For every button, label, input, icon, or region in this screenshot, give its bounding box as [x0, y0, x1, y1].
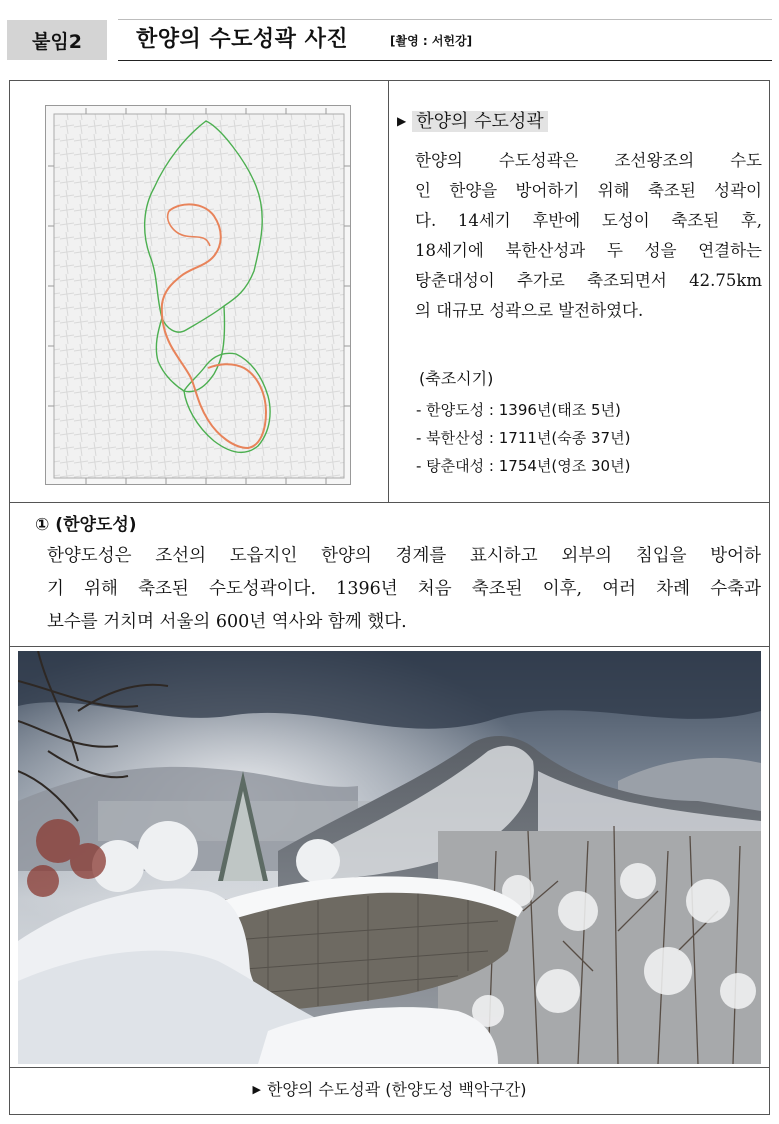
- snowy-fortress-photo-graphic: [18, 651, 761, 1064]
- snowy-fortress-photo: [18, 651, 761, 1064]
- overview-heading: [397, 107, 548, 133]
- text-line: 다. 14세기 후반에 도성이 축조된 후,: [415, 211, 762, 230]
- period-item: - 북한산성 : 1711년(숙종 37년): [416, 429, 631, 447]
- period-label: (축조시기): [419, 369, 494, 388]
- text-line: 보수를 거치며 서울의 600년 역사와 함께 했다.: [47, 612, 407, 632]
- fortress-map-graphic: [46, 106, 351, 485]
- photo-caption: [9, 1070, 770, 1110]
- column-divider: [388, 80, 389, 503]
- text-line: 탕춘대성이 추가로 축조되면서 42.75km: [415, 271, 762, 290]
- row-divider: [9, 1067, 770, 1068]
- row-divider: [9, 502, 770, 503]
- triangle-right-icon: ▶: [397, 114, 407, 128]
- overview-description: [415, 146, 762, 326]
- header-top-rule: [118, 19, 772, 20]
- text-line: 인 한양을 방어하기 위해 축조된 성곽이: [415, 181, 762, 200]
- text-line: 한양의 수도성곽은 조선왕조의 수도: [415, 151, 762, 170]
- triangle-right-icon: ▶: [252, 1083, 261, 1096]
- photo-caption-text: 한양의 수도성곽 (한양도성 백악구간): [266, 1080, 527, 1099]
- section1-heading: ① (한양도성): [35, 515, 137, 535]
- page-title: 한양의 수도성곽 사진: [136, 27, 349, 52]
- period-item: - 한양도성 : 1396년(태조 5년): [416, 401, 621, 419]
- text-line: 18세기에 북한산성과 두 성을 연결하는: [415, 241, 762, 260]
- text-line: 기 위해 축조된 수도성곽이다. 1396년 처음 축조된 이후, 여러 차례 수축과: [47, 579, 761, 599]
- row-divider: [9, 646, 770, 647]
- period-list: [416, 396, 630, 480]
- period-item: - 탕춘대성 : 1754년(영조 30년): [416, 457, 631, 475]
- photo-credit: [촬영 : 서헌강]: [390, 34, 473, 48]
- section1-body: [47, 540, 761, 639]
- text-line: 의 대규모 성곽으로 발전하였다.: [415, 301, 644, 320]
- text-line: 한양도성은 조선의 도읍지인 한양의 경계를 표시하고 외부의 침입을 방어하: [47, 546, 761, 566]
- overview-heading-text: 한양의 수도성곽: [412, 111, 547, 132]
- attachment-badge: 붙임2: [7, 20, 107, 60]
- header-rule: [118, 60, 772, 61]
- fortress-map: [45, 105, 351, 485]
